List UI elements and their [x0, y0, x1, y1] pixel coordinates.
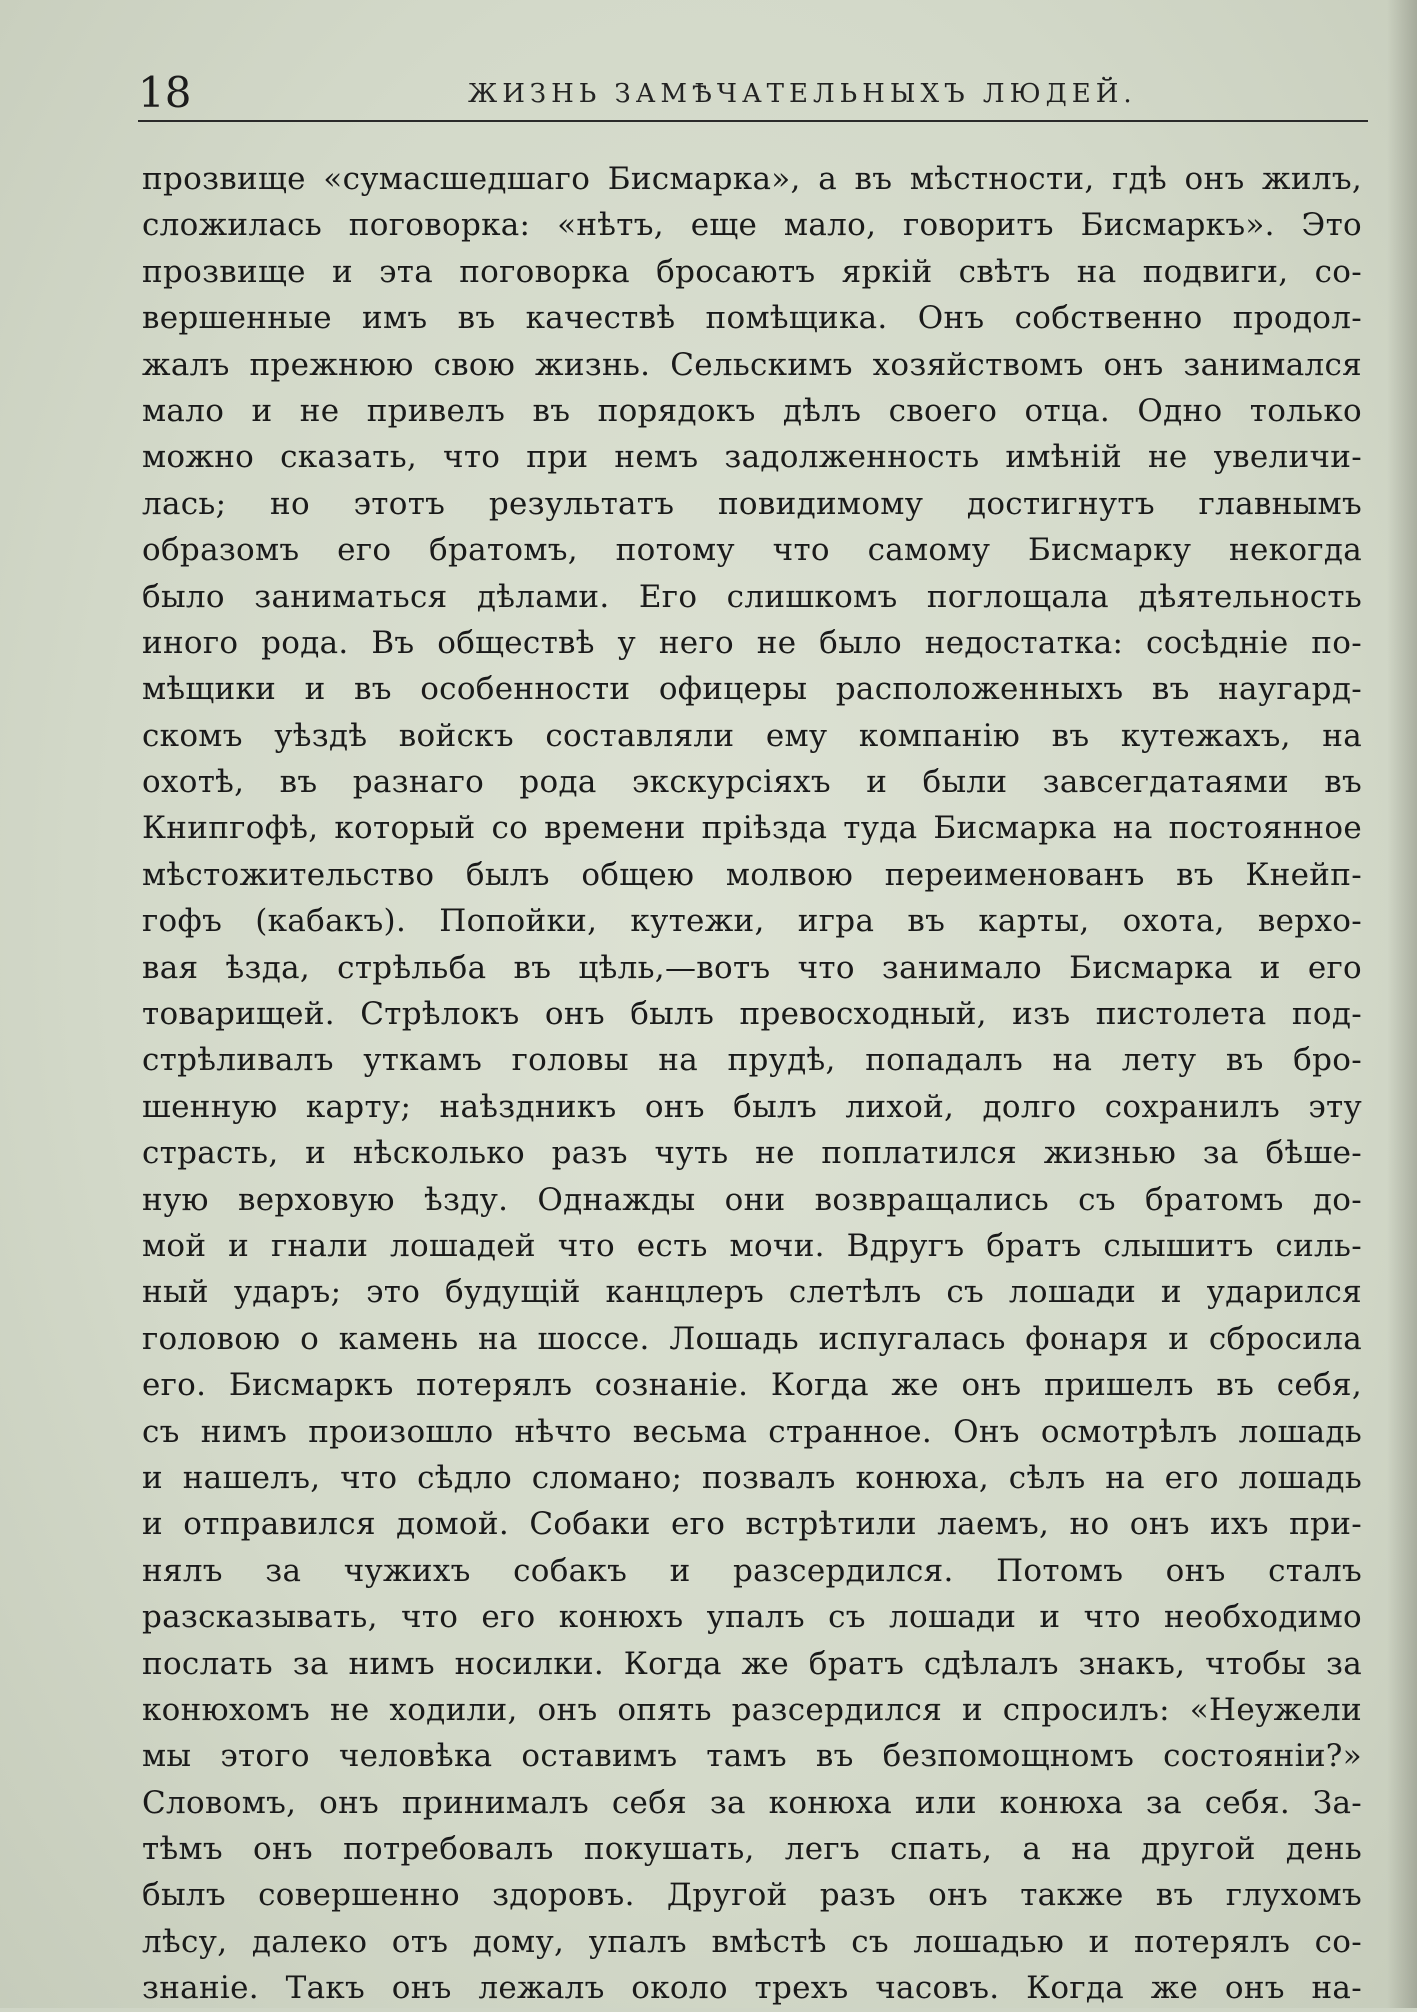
text-line: охотѣ, въ разнаго рода экскурсіяхъ и были завсегдатаями въ: [142, 764, 1362, 801]
text-line: мѣстожительство былъ общею молвою переименованъ въ Кнейп-: [142, 856, 1362, 893]
text-line: нялъ за чужихъ собакъ и разсердился. Потомъ онъ сталъ: [142, 1552, 1362, 1589]
text-line: и нашелъ, что сѣдло сломано; позвалъ конюха, сѣлъ на его лошадь: [142, 1459, 1362, 1496]
text-line: Словомъ, онъ принималъ себя за конюха или конюха за себя. За-: [142, 1784, 1362, 1821]
text-line: Книпгофѣ, который со времени пріѣзда туда Бисмарка на постоянное: [142, 810, 1362, 847]
text-line: сложилась поговорка: «нѣтъ, еще мало, говоритъ Бисмаркъ». Это: [142, 207, 1362, 244]
text-line: было заниматься дѣлами. Его слишкомъ поглощала дѣятельность: [142, 578, 1362, 615]
text-line: знаніе. Такъ онъ лежалъ около трехъ часовъ. Когда же онъ на-: [142, 1970, 1362, 2007]
text-line: прозвище и эта поговорка бросаютъ яркій свѣтъ на подвиги, со-: [142, 253, 1362, 290]
page-number: 18: [138, 68, 192, 117]
running-title: ЖИЗНЬ ЗАМѢЧАТЕЛЬНЫХЪ ЛЮДЕЙ.: [468, 79, 1137, 109]
text-line: гофъ (кабакъ). Попойки, кутежи, игра въ карты, охота, верхо-: [142, 903, 1362, 940]
text-line: жалъ прежнюю свою жизнь. Сельскимъ хозяйствомъ онъ занимался: [142, 346, 1362, 383]
header-rule: [138, 120, 1368, 122]
text-line: послать за нимъ носилки. Когда же братъ сдѣлалъ знакъ, чтобы за: [142, 1645, 1362, 1682]
text-line: тѣмъ онъ потребовалъ покушать, легъ спать, а на другой день: [142, 1831, 1362, 1868]
text-line: стрѣливалъ уткамъ головы на прудѣ, попадалъ на лету въ бро-: [142, 1042, 1362, 1079]
text-line: иного рода. Въ обществѣ у него не было недостатка: сосѣдніе по-: [142, 624, 1362, 661]
text-line: прозвище «сумасшедшаго Бисмарка», а въ мѣстности, гдѣ онъ жилъ,: [142, 161, 1362, 197]
text-line: и отправился домой. Собаки его встрѣтили лаемъ, но онъ ихъ при-: [142, 1506, 1362, 1543]
text-line: мало и не привелъ въ порядокъ дѣлъ своего отца. Одно только: [142, 392, 1362, 429]
text-line: его. Бисмаркъ потерялъ сознаніе. Когда же онъ пришелъ въ себя,: [142, 1367, 1362, 1404]
text-line: мѣщики и въ особенности офицеры расположенныхъ въ наугард-: [142, 671, 1362, 708]
text-line: лѣсу, далеко отъ дому, упалъ вмѣстѣ съ лошадью и потерялъ со-: [142, 1923, 1362, 1960]
text-line: головою о камень на шоссе. Лошадь испугалась фонаря и сбросила: [142, 1320, 1362, 1357]
text-line: страсть, и нѣсколько разъ чуть не поплатился жизнью за бѣше-: [142, 1135, 1362, 1172]
text-line: былъ совершенно здоровъ. Другой разъ онъ также въ глухомъ: [142, 1877, 1362, 1914]
text-line: вершенные имъ въ качествѣ помѣщика. Онъ собственно продол-: [142, 300, 1362, 337]
text-line: можно сказать, что при немъ задолженность имѣній не увеличи-: [142, 439, 1362, 476]
text-line: товарищей. Стрѣлокъ онъ былъ превосходный, изъ пистолета под-: [142, 996, 1362, 1033]
text-line: шенную карту; наѣздникъ онъ былъ лихой, долго сохранилъ эту: [142, 1088, 1362, 1125]
text-line: лась; но этотъ результатъ повидимому достигнутъ главнымъ: [142, 485, 1362, 522]
text-line: разсказывать, что его конюхъ упалъ съ лошади и что необходимо: [142, 1599, 1362, 1636]
text-line: съ нимъ произошло нѣчто весьма странное. Онъ осмотрѣлъ лошадь: [142, 1413, 1362, 1450]
body-text: [142, 156, 1362, 2012]
text-line: ный ударъ; это будущій канцлеръ слетѣлъ съ лошади и ударился: [142, 1274, 1362, 1311]
page-header: [138, 68, 1368, 118]
text-line: мы этого человѣка оставимъ тамъ въ безпомощномъ состояніи?»: [142, 1738, 1362, 1775]
page-edge-shadow: [1387, 0, 1417, 2008]
text-line: образомъ его братомъ, потому что самому Бисмарку некогда: [142, 532, 1362, 569]
text-line: скомъ уѣздѣ войскъ составляли ему компанію въ кутежахъ, на: [142, 717, 1362, 754]
text-line: мой и гнали лошадей что есть мочи. Вдругъ братъ слышитъ силь-: [142, 1227, 1362, 1264]
text-line: вая ѣзда, стрѣльба въ цѣль,—вотъ что занимало Бисмарка и его: [142, 949, 1362, 986]
text-line: конюхомъ не ходили, онъ опять разсердился и спросилъ: «Неужели: [142, 1691, 1362, 1728]
text-line: ную верховую ѣзду. Однажды они возвращались съ братомъ до-: [142, 1181, 1362, 1218]
